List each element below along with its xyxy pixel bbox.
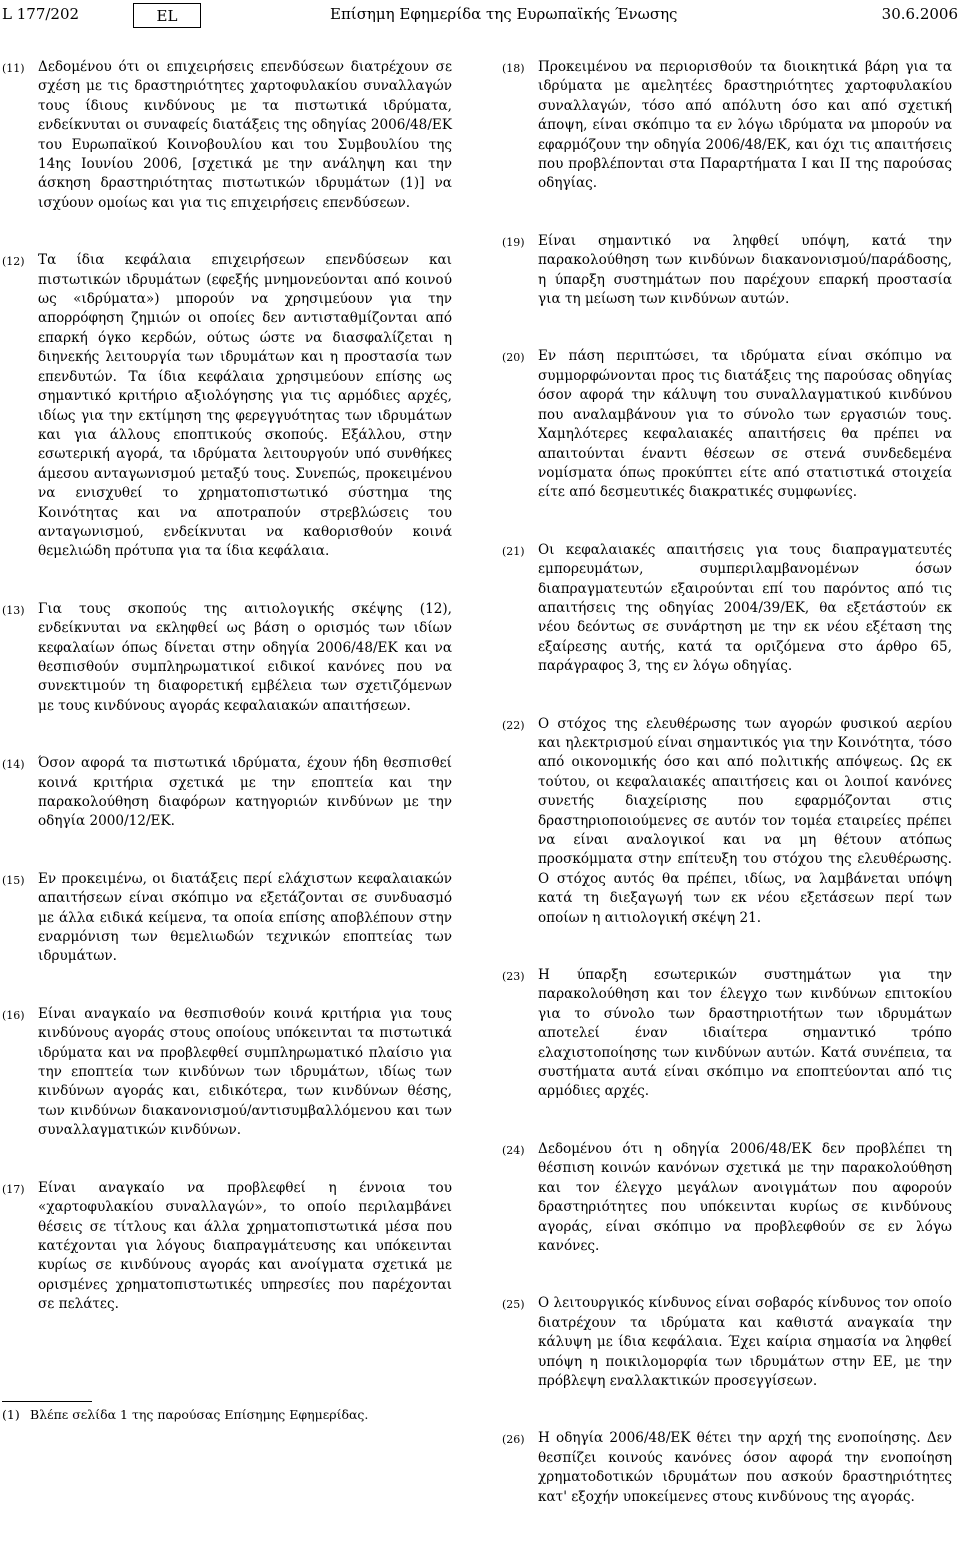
- recital-13: [2, 600, 452, 716]
- recital-text: Δεδομένου ότι οι επιχειρήσεις επενδύσεων διατρέχουν σε σχέση με τις δραστηριότητες χαρτοφυλακίου συναλλαγών τους ίδιους κινδύνους με τα πιστωτικά ιδρύματα, ενδείκνυται οι συναφείς διατάξεις της οδηγίας 2006/48/ΕΚ του Ευρωπαϊκού Κοινοβουλίου και του Συμβουλίου της 14ης Ιουνίου 2006, [σχετικά με την ανάληψη και την άσκηση δραστηριότητας πιστωτικών ιδρυμάτων (1)] να ισχύουν ομοίως και για τις επιχειρήσεις επενδύσεων.: [38, 59, 452, 211]
- page-header: [0, 0, 960, 34]
- recital-text: Εν πάση περιπτώσει, τα ιδρύματα είναι σκόπιμο να συμμορφώνονται προς τις διατάξεις της παρούσας οδηγίας όσον αφορά την κάλυψη του συναλλαγματικού κινδύνου που αναλαμβάνουν για το σύνολο των εργασιών τους. Χαμηλότερες κεφαλαιακές απαιτήσεις θα πρέπει να απαιτούνται έναντι θέσεων σε στενά συνδεδεμένα νομίσματα όπως προκύπτει είτε από στατιστικά στοιχεία είτε από δεσμευτικές διακρατικές συμφωνίες.: [538, 348, 952, 501]
- recital-14: [2, 754, 452, 832]
- recital-15: [2, 870, 452, 967]
- recital-text: Είναι σημαντικό να ληφθεί υπόψη, κατά την παρακολούθηση των κινδύνων διακανονισμού/παράδοσης, η ύπαρξη συστημάτων που παρέχουν επαρκή προστασία για τη μείωση των κινδύνων αυτών.: [538, 232, 952, 308]
- journal-title: Επίσημη Εφημερίδα της Ευρωπαϊκής Ένωσης: [330, 5, 678, 23]
- recital-number: (22): [502, 718, 525, 732]
- recital-number: (19): [502, 235, 525, 249]
- footnote-mark: (1): [2, 1407, 20, 1422]
- recital-number: (23): [502, 970, 525, 984]
- recital-22: [502, 715, 952, 928]
- recital-text: Όσον αφορά τα πιστωτικά ιδρύματα, έχουν ήδη θεσπισθεί κοινά κριτήρια σχετικά με την εποπτεία και την παρακολούθηση διαφόρων κατηγοριών κινδύνων με την οδηγία 2000/12/ΕΚ.: [38, 755, 452, 830]
- recital-text: Είναι αναγκαίο να θεσπισθούν κοινά κριτήρια για τους κινδύνους αγοράς στους οποίους υπόκεινται τα πιστωτικά ιδρύματα και να προβλεφθεί συμπληρωματικό πλαίσιο για την εποπτεία των κινδύνων των ιδρυμάτων, ιδίως των κινδύνων αγοράς και, ειδικότερα, των κινδύνων θέσης, των κινδύνων διακανονισμού/αντισυμβαλλόμενου και των συναλλαγματικών κινδύνων.: [38, 1005, 452, 1139]
- recital-number: (12): [2, 255, 25, 269]
- recital-text: Ο λειτουργικός κίνδυνος είναι σοβαρός κίνδυνος τον οποίο διατρέχουν τα ιδρύματα και καθιστά αναγκαία την κάλυψη με ίδια κεφάλαια. Έχει καίρια σημασία να ληφθεί υπόψη η ποικιλομορφία των ιδρυμάτων στην ΕΕ, με την πρόβλεψη εναλλακτικών προσεγγίσεων.: [538, 1295, 952, 1389]
- recital-text: Προκειμένου να περιορισθούν τα διοικητικά βάρη για τα ιδρύματα με αμελητέες δραστηριότητες χαρτοφυλακίου συναλλαγών, τόσο από απόλυτη όσο και από σχετική άποψη, είναι σκόπιμο τα εν λόγω ιδρύματα να μπορούν να εφαρμόζουν την οδηγία 2006/48/ΕΚ, και όχι τις απαιτήσεις που προβλέπονται στα Παραρτήματα I και II της παρούσας οδηγίας.: [538, 59, 952, 192]
- recital-number: (18): [502, 62, 525, 75]
- language-badge: EL: [133, 3, 201, 28]
- recital-number: (17): [2, 1182, 25, 1196]
- recital-19: [502, 232, 952, 310]
- recital-17: [2, 1179, 452, 1315]
- recital-text: Είναι αναγκαίο να προβλεφθεί η έννοια του «χαρτοφυλακίου συναλλαγών», το οποίο περιλαμβάνει θέσεις σε τίτλους και άλλα χρηματοπιστωτικά μέσα που κατέχονται για λόγους διαπραγμάτευσης και υπόκεινται κυρίως σε κινδύνους αγοράς και ανοίγματα σχετικά με ορισμένες χρηματοπιστωτικές υπηρεσίες που παρέχονται σε πελάτες.: [38, 1179, 452, 1313]
- left-column: [2, 58, 452, 1353]
- footnote-text: Βλέπε σελίδα 1 της παρούσας Επίσημης Εφημερίδας.: [30, 1407, 369, 1422]
- recital-text: Ο στόχος της ελευθέρωσης των αγορών φυσικού αερίου και ηλεκτρισμού είναι σημαντικός για την Κοινότητα, τόσο από οικονομικής όσο και από πολιτικής απόψεως. Ως εκ τούτου, οι κεφαλαιακές απαιτήσεις και οι λοιποί κανόνες συνετής διαχείρισης που εφαρμόζονται στις δραστηριοποιούμενες σε αυτόν τον τομέα εταιρείες πρέπει να είναι αναλογικοί και να μη θέτουν ατόπως προσκόμματα στην επίτευξη του στόχου της ελευθέρωσης. Ο στόχος αυτός θα πρέπει, ιδίως, να λαμβάνεται υπόψη κατά τη διεξαγωγή των εκ νέου εξετάσεων περί των οποίων η αιτιολογική σκέψη 21.: [538, 715, 952, 926]
- recital-number: (24): [502, 1143, 525, 1157]
- recital-number: (21): [502, 544, 525, 558]
- recital-text: Για τους σκοπούς της αιτιολογικής σκέψης (12), ενδείκνυται να εκληφθεί ως βάση ο ορισμός των ιδίων κεφαλαίων όπως δίνεται στην οδηγία 2006/48/ΕΚ και να θεσπισθούν συμπληρωματικοί ειδικοί κανόνες που να συνεκτιμούν τη διαφορετική εμβέλεια των σχετιζόμενων με τους κινδύνους αγοράς κεφαλαιακών απαιτήσεων.: [38, 600, 452, 714]
- recital-20: [502, 347, 952, 502]
- recital-number: (11): [2, 62, 25, 75]
- recital-number: (13): [2, 603, 25, 617]
- footnote-divider: [2, 1401, 92, 1402]
- recital-number: (25): [502, 1298, 525, 1312]
- recital-11: [2, 58, 452, 213]
- recital-text: Η οδηγία 2006/48/ΕΚ θέτει την αρχή της ενοποίησης. Δεν θεσπίζει κοινούς κανόνες όσον αφορά την ενοποίηση χρηματοδοτικών ιδρυμάτων που ασκούν δραστηριότητες κατ' εξοχήν υποκείμενες στους κινδύνους της αγοράς.: [538, 1430, 952, 1505]
- recital-16: [2, 1005, 452, 1141]
- recital-24: [502, 1140, 952, 1256]
- footnote: [2, 1406, 452, 1423]
- recital-number: (14): [2, 758, 25, 772]
- recital-number: (20): [502, 351, 525, 365]
- recital-text: Εν προκειμένω, οι διατάξεις περί ελάχιστων κεφαλαιακών απαιτήσεων είναι σκόπιμο να εξετάζονται σε συνδυασμό με άλλα ειδικά κείμενα, τα οποία επίσης αποβλέπουν στην εναρμόνιση των θεμελιωδών τεχνικών εποπτείας των ιδρυμάτων.: [38, 870, 452, 965]
- recital-23: [502, 966, 952, 1102]
- publication-reference: L 177/202: [2, 5, 80, 23]
- right-column: [502, 58, 952, 1545]
- recital-number: (16): [2, 1008, 25, 1022]
- recital-18: [502, 58, 952, 194]
- recital-text: Τα ίδια κεφάλαια επιχειρήσεων επενδύσεων και πιστωτικών ιδρυμάτων (εφεξής μνημονεύονται από κοινού ως «ιδρύματα») μπορούν να χρησιμεύουν για την απορρόφηση ζημιών οι οποίες δεν αντισταθμίζονται από επαρκή όγκο κερδών, ούτως ώστε να διασφαλίζεται η διηνεκής λειτουργία των ιδρυμάτων και η προστασία των επενδυτών. Τα ίδια κεφάλαια χρησιμεύουν επίσης ως σημαντικό κριτήριο αξιολόγησης για τις αρμόδιες αρχές, ιδίως για την εκτίμηση της φερεγγυότητας των ιδρυμάτων και για άλλους εποπτικούς σκοπούς. Εξάλλου, στην εσωτερική αγορά, τα ιδρύματα λειτουργούν υπό συνθήκες άμεσου ανταγωνισμού μεταξύ τους. Συνεπώς, προκειμένου να ενισχυθεί το χρηματοπιστωτικό σύστημα της Κοινότητας και να αποτραπούν στρεβλώσεις του ανταγωνισμού, ενδείκνυται να καθορισθούν κοινά θεμελιώδη πρότυπα για τα ίδια κεφάλαια.: [38, 252, 452, 560]
- recital-text: Η ύπαρξη εσωτερικών συστημάτων για την παρακολούθηση και τον έλεγχο των κινδύνων επιτοκίου για το σύνολο των δραστηριοτήτων των ιδρυμάτων αποτελεί έναν ιδιαίτερα σημαντικό τρόπο ελαχιστοποίησης των κινδύνων αυτών. Κατά συνέπεια, τα συστήματα αυτά είναι σκόπιμο να εποπτεύονται από τις αρμόδιες αρχές.: [538, 967, 952, 1100]
- recital-12: [2, 251, 452, 562]
- publication-date: 30.6.2006: [881, 5, 958, 23]
- recital-number: (15): [2, 873, 25, 887]
- recital-21: [502, 541, 952, 677]
- recital-text: Οι κεφαλαιακές απαιτήσεις για τους διαπραγματευτές εμπορευμάτων, συμπεριλαμβανομένων όσων διαπραγματευτών εξαιρούνται επί του παρόντος από τις απαιτήσεις της οδηγίας 2004/39/ΕΚ, θα εξετάστούν εκ νέου δεόντως σε συνάρτηση με την εκ νέου εξέταση της εξαίρεσης αυτής, κατά τα οριζόμενα στο άρθρο 65, παράγραφος 3, της εν λόγω οδηγίας.: [538, 541, 952, 675]
- recital-25: [502, 1294, 952, 1391]
- recital-number: (26): [502, 1433, 525, 1447]
- recital-26: [502, 1429, 952, 1507]
- recital-text: Δεδομένου ότι η οδηγία 2006/48/ΕΚ δεν προβλέπει τη θέσπιση κοινών κανόνων σχετικά με την παρακολούθηση και τον έλεγχο μεγάλων ανοιγμάτων που αφορούν δραστηριότητες που υπόκεινται κυρίως σε κινδύνους αγοράς, είναι σκόπιμο να προβλεφθούν σε εν λόγω κανόνες.: [538, 1140, 952, 1254]
